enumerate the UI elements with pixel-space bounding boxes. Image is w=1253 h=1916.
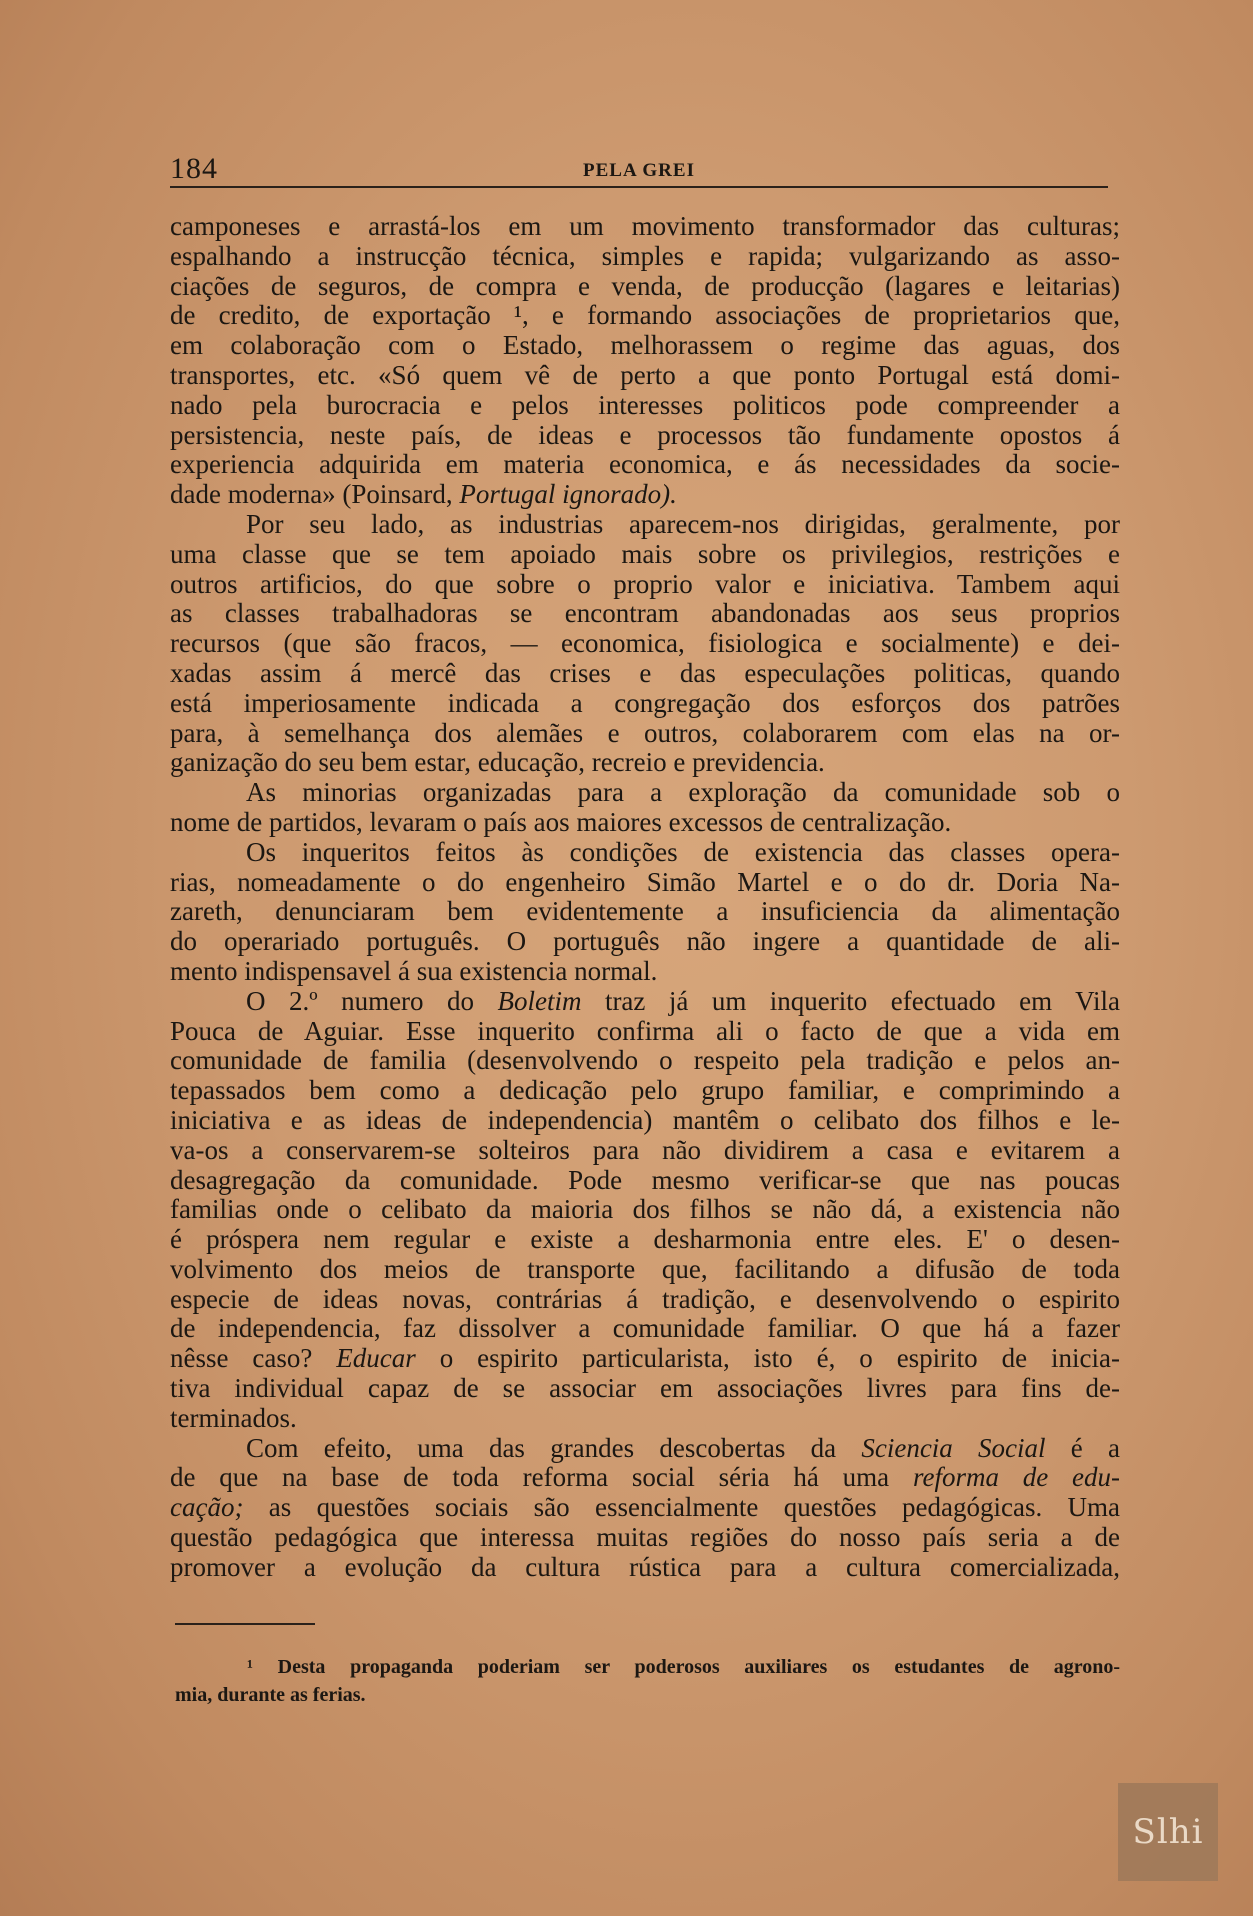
text-line: camponeses e arrastá-los em um movimento transformador das culturas; <box>170 211 1120 241</box>
text-line: outros artificios, do que sobre o proprio valor e iniciativa. Tambem aqui <box>170 568 1120 599</box>
text-line: para, à semelhança dos alemães e outros, colaborarem com elas na or- <box>170 717 1120 748</box>
text-line <box>170 1493 1120 1523</box>
page-number: 184 <box>170 152 218 185</box>
emphasis: Educar <box>336 1343 416 1374</box>
text-line: ciações de seguros, de compra e venda, de producção (lagares e leitarias) <box>170 270 1120 301</box>
text-line: de independencia, faz dissolver a comunidade familiar. O que há a fazer <box>170 1313 1120 1344</box>
paragraph <box>170 212 1120 510</box>
text-line: do operariado português. O português não ingere a quantidade de ali- <box>170 926 1120 957</box>
text-line: As minorias organizadas para a exploração da comunidade sob o <box>246 777 1120 808</box>
book-title: Portugal ignorado). <box>459 479 677 510</box>
text-line: xadas assim á mercê das crises e das especulações politicas, quando <box>170 657 1120 688</box>
text-line: Pouca de Aguiar. Esse inquerito confirma ali o facto de que a vida em <box>170 1015 1120 1046</box>
text-line: nome de partidos, levaram o país aos maiores excessos de centralização. <box>170 806 952 837</box>
text-line: especie de ideas novas, contrárias á tradição, e desenvolvendo o espirito <box>170 1283 1120 1314</box>
text-line: está imperiosamente indicada a congregação dos esforços dos patrões <box>170 687 1120 718</box>
running-title: PELA GREI <box>583 160 695 181</box>
text-line: tiva individual capaz de se associar em associações livres para fins de- <box>170 1373 1120 1404</box>
text-line: Por seu lado, as industrias aparecem-nos dirigidas, geralmente, por <box>246 508 1120 539</box>
footnote <box>175 1653 1120 1709</box>
footnote-rule <box>175 1623 315 1625</box>
text-line: zareth, denunciaram bem evidentemente a insuficiencia da alimentação <box>170 896 1120 927</box>
text-line: recursos (que são fracos, — economica, fisiologica e socialmente) e dei- <box>170 628 1120 659</box>
footnote-line: mia, durante as ferias. <box>175 1684 366 1706</box>
journal-title: Boletim <box>497 985 582 1016</box>
paragraph <box>170 778 1120 838</box>
paragraph <box>170 838 1120 987</box>
text-line: volvimento dos meios de transporte que, facilitando a difusão de toda <box>170 1253 1120 1284</box>
paragraph <box>170 1434 1120 1583</box>
text-run: nêsse caso? <box>170 1343 337 1374</box>
text-run: Com efeito, uma das grandes descobertas da <box>246 1432 862 1463</box>
text-line: transportes, etc. «Só quem vê de perto a que ponto Portugal está domi- <box>170 359 1120 390</box>
footnote-line: ¹ Desta propaganda poderiam ser poderosos auxiliares os estudantes de agrono- <box>247 1656 1120 1678</box>
text-line <box>170 480 1120 510</box>
text-line: nado pela burocracia e pelos interesses politicos pode compreender a <box>170 389 1120 420</box>
library-logo-text: Slhi <box>1132 1812 1204 1852</box>
library-logo <box>1118 1783 1218 1881</box>
text-run: o espirito particularista, isto é, o espirito de inicia- <box>415 1343 1120 1374</box>
text-line: de credito, de exportação ¹, e formando associações de proprietarios que, <box>170 300 1120 331</box>
text-line <box>170 1344 1120 1374</box>
text-run: O 2.º numero do <box>246 985 498 1016</box>
emphasis: reforma de edu- <box>912 1462 1120 1493</box>
text-line: terminados. <box>170 1402 297 1433</box>
text-line: as classes trabalhadoras se encontram abandonadas aos seus proprios <box>170 598 1120 629</box>
emphasis: cação; <box>170 1492 244 1523</box>
text-line: mento indispensavel á sua existencia normal. <box>170 955 658 986</box>
text-line: questão pedagógica que interessa muitas regiões do nosso país seria a de <box>170 1522 1120 1553</box>
text-line: ganização do seu bem estar, educação, recreio e previdencia. <box>170 747 825 778</box>
text-run: traz já um inquerito efectuado em Vila <box>581 985 1120 1016</box>
text-run: é a <box>1045 1432 1121 1463</box>
text-line: uma classe que se tem apoiado mais sobre os privilegios, restrições e <box>170 538 1120 569</box>
text-line: iniciativa e as ideas de independencia) mantêm o celibato dos filhos e le- <box>170 1104 1120 1135</box>
text-line: persistencia, neste país, de ideas e processos tão fundamente opostos á <box>170 419 1120 450</box>
text-line: é próspera nem regular e existe a desharmonia entre eles. E' o desen- <box>170 1224 1120 1255</box>
text-line: promover a evolução da cultura rústica para a cultura comercializada, <box>170 1551 1120 1582</box>
text-line: tepassados bem como a dedicação pelo grupo familiar, e comprimindo a <box>170 1075 1120 1106</box>
text-line: em colaboração com o Estado, melhorassem o regime das aguas, dos <box>170 330 1120 361</box>
text-run: de que na base de toda reforma social séria há uma <box>170 1462 913 1493</box>
text-line: experiencia adquirida em materia economica, e ás necessidades da socie- <box>170 449 1120 480</box>
text-line <box>170 987 1120 1017</box>
emphasis: Sciencia Social <box>861 1432 1046 1463</box>
text-line <box>170 1434 1120 1464</box>
paragraph <box>170 510 1120 778</box>
text-run: as questões sociais são essencialmente questões pedagógicas. Uma <box>243 1492 1120 1523</box>
text-line: va-os a conservarem-se solteiros para não dividirem a casa e evitarem a <box>170 1134 1120 1165</box>
text-line: espalhando a instrucção técnica, simples e rapida; vulgarizando as asso- <box>170 240 1120 271</box>
text-line: comunidade de familia (desenvolvendo o respeito pela tradição e pelos an- <box>170 1045 1120 1076</box>
paragraph <box>170 987 1120 1434</box>
text-line: rias, nomeadamente o do engenheiro Simão Martel e o do dr. Doria Na- <box>170 866 1120 897</box>
text-line: Os inqueritos feitos às condições de existencia das classes opera- <box>246 836 1120 867</box>
text-line <box>170 1463 1120 1493</box>
body-text <box>170 212 1120 1583</box>
running-header <box>170 150 1108 188</box>
text-line: familias onde o celibato da maioria dos filhos se não dá, a existencia não <box>170 1194 1120 1225</box>
text-run: dade moderna» (Poinsard, <box>170 479 460 510</box>
text-line: desagregação da comunidade. Pode mesmo verificar-se que nas poucas <box>170 1164 1120 1195</box>
